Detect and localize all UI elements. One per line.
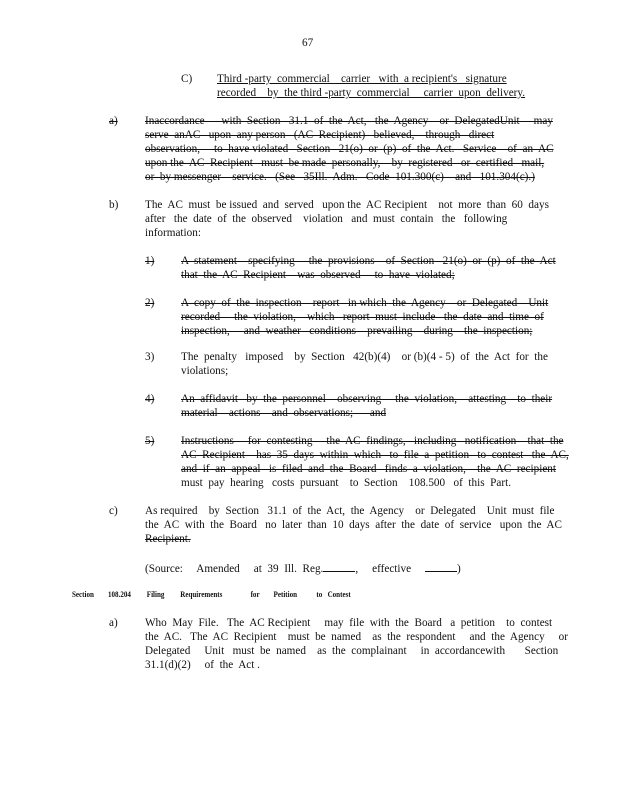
source-note-suffix: ): [457, 563, 461, 575]
item-a-new-line-4: 31.1(d)(2) of the Act .: [145, 659, 260, 671]
item-b4-line-2: material actions and observations; and: [181, 407, 387, 419]
source-blank-effective: [425, 561, 457, 572]
item-b-line-2: after the date of the observed violation and must contain the following: [145, 213, 508, 225]
item-c-line-2: the AC with the Board no later than 10 days after the date of service upon the AC: [145, 519, 562, 531]
item-b2-label: 2): [145, 297, 155, 309]
item-b5-line-1: Instructions for contesting the AC findings, including notification that the: [181, 435, 564, 447]
item-a-new-line-3: Delegated Unit must be named as the complainant in accordancewith Section: [145, 645, 559, 657]
item-b2-line-3: inspection, and weather conditions prevailing during the inspection;: [181, 325, 533, 337]
item-a-new-line-2: the AC. The AC Recipient must be named as the respondent and the Agency or: [145, 631, 568, 643]
item-a-struck-label: a): [109, 115, 118, 127]
item-b3-label: 3): [145, 351, 155, 363]
item-c-label: c): [109, 505, 118, 517]
item-c-upper-line-2: recorded by the third -party commercial carrier upon delivery.: [217, 87, 526, 99]
item-b1-line-2: that the AC Recipient was observed to have violated;: [181, 269, 455, 281]
item-b5-line-4: must pay hearing costs pursuant to Section 108.500 of this Part.: [181, 477, 511, 489]
item-b2-line-1: A copy of the inspection report in which the Agency or Delegated Unit: [181, 297, 549, 309]
page-number: 67: [302, 37, 314, 49]
item-c-upper-line-1: Third -party commercial carrier with a recipient's signature: [217, 73, 507, 85]
item-b3-line-2: violations;: [181, 365, 229, 377]
item-b2-line-2: recorded the violation, which report must include the date and time of: [181, 311, 544, 323]
item-c-struck-tail: Recipient.: [145, 533, 191, 545]
item-a-struck-line-1: Inaccordance with Section 31.1 of the Act, the Agency or DelegatedUnit may: [145, 115, 553, 127]
item-b5-label: 5): [145, 435, 155, 447]
item-a-struck-line-2: serve anAC upon any person (AC Recipient) believed, through direct: [145, 129, 495, 141]
source-note-prefix: (Source: Amended at 39 Ill. Reg.: [145, 563, 324, 575]
source-note-middle: , effective: [355, 563, 412, 575]
item-b5-line-2: AC Recipient has 35 days within which to file a petition to contest the AC,: [181, 449, 569, 461]
item-a-new-line-1: Who May File. The AC Recipient may file with the Board a petition to contest: [145, 617, 553, 629]
section-heading: Section 108.204 Filing Requirements for Petition to Contest: [72, 589, 351, 599]
item-b1-label: 1): [145, 255, 155, 267]
item-b3-line-1: The penalty imposed by Section 42(b)(4) or (b)(4 - 5) of the Act for the: [181, 351, 548, 363]
item-b-label: b): [109, 199, 119, 211]
source-blank-reg: [323, 561, 355, 572]
item-a-struck-line-4: upon the AC Recipient must be made personally, by registered or certified mail,: [145, 157, 545, 169]
item-c-upper-label: C): [181, 73, 193, 85]
item-b4-line-1: An affidavit by the personnel observing the violation, attesting to their: [181, 393, 553, 405]
item-a-struck-line-3: observation, to have violated Section 21(o) or (p) of the Act. Service of an AC: [145, 143, 554, 155]
item-c-line-1: As required by Section 31.1 of the Act, the Agency or Delegated Unit must file: [145, 505, 555, 517]
source-note: [145, 561, 461, 576]
item-a-struck-line-5: or by messenger service. (See 35Ill. Adm. Code 101.300(c) and 101.304(c).): [145, 171, 535, 183]
item-b1-line-1: A statement specifying the provisions of Section 21(o) or (p) of the Act: [181, 255, 556, 267]
item-b-line-3: information:: [145, 227, 201, 239]
item-b5-line-3: and if an appeal is filed and the Board finds a violation, the AC recipient: [181, 463, 556, 475]
item-b4-label: 4): [145, 393, 155, 405]
item-b-line-1: The AC must be issued and served upon the AC Recipient not more than 60 days: [145, 199, 549, 211]
item-a-new-label: a): [109, 617, 118, 629]
